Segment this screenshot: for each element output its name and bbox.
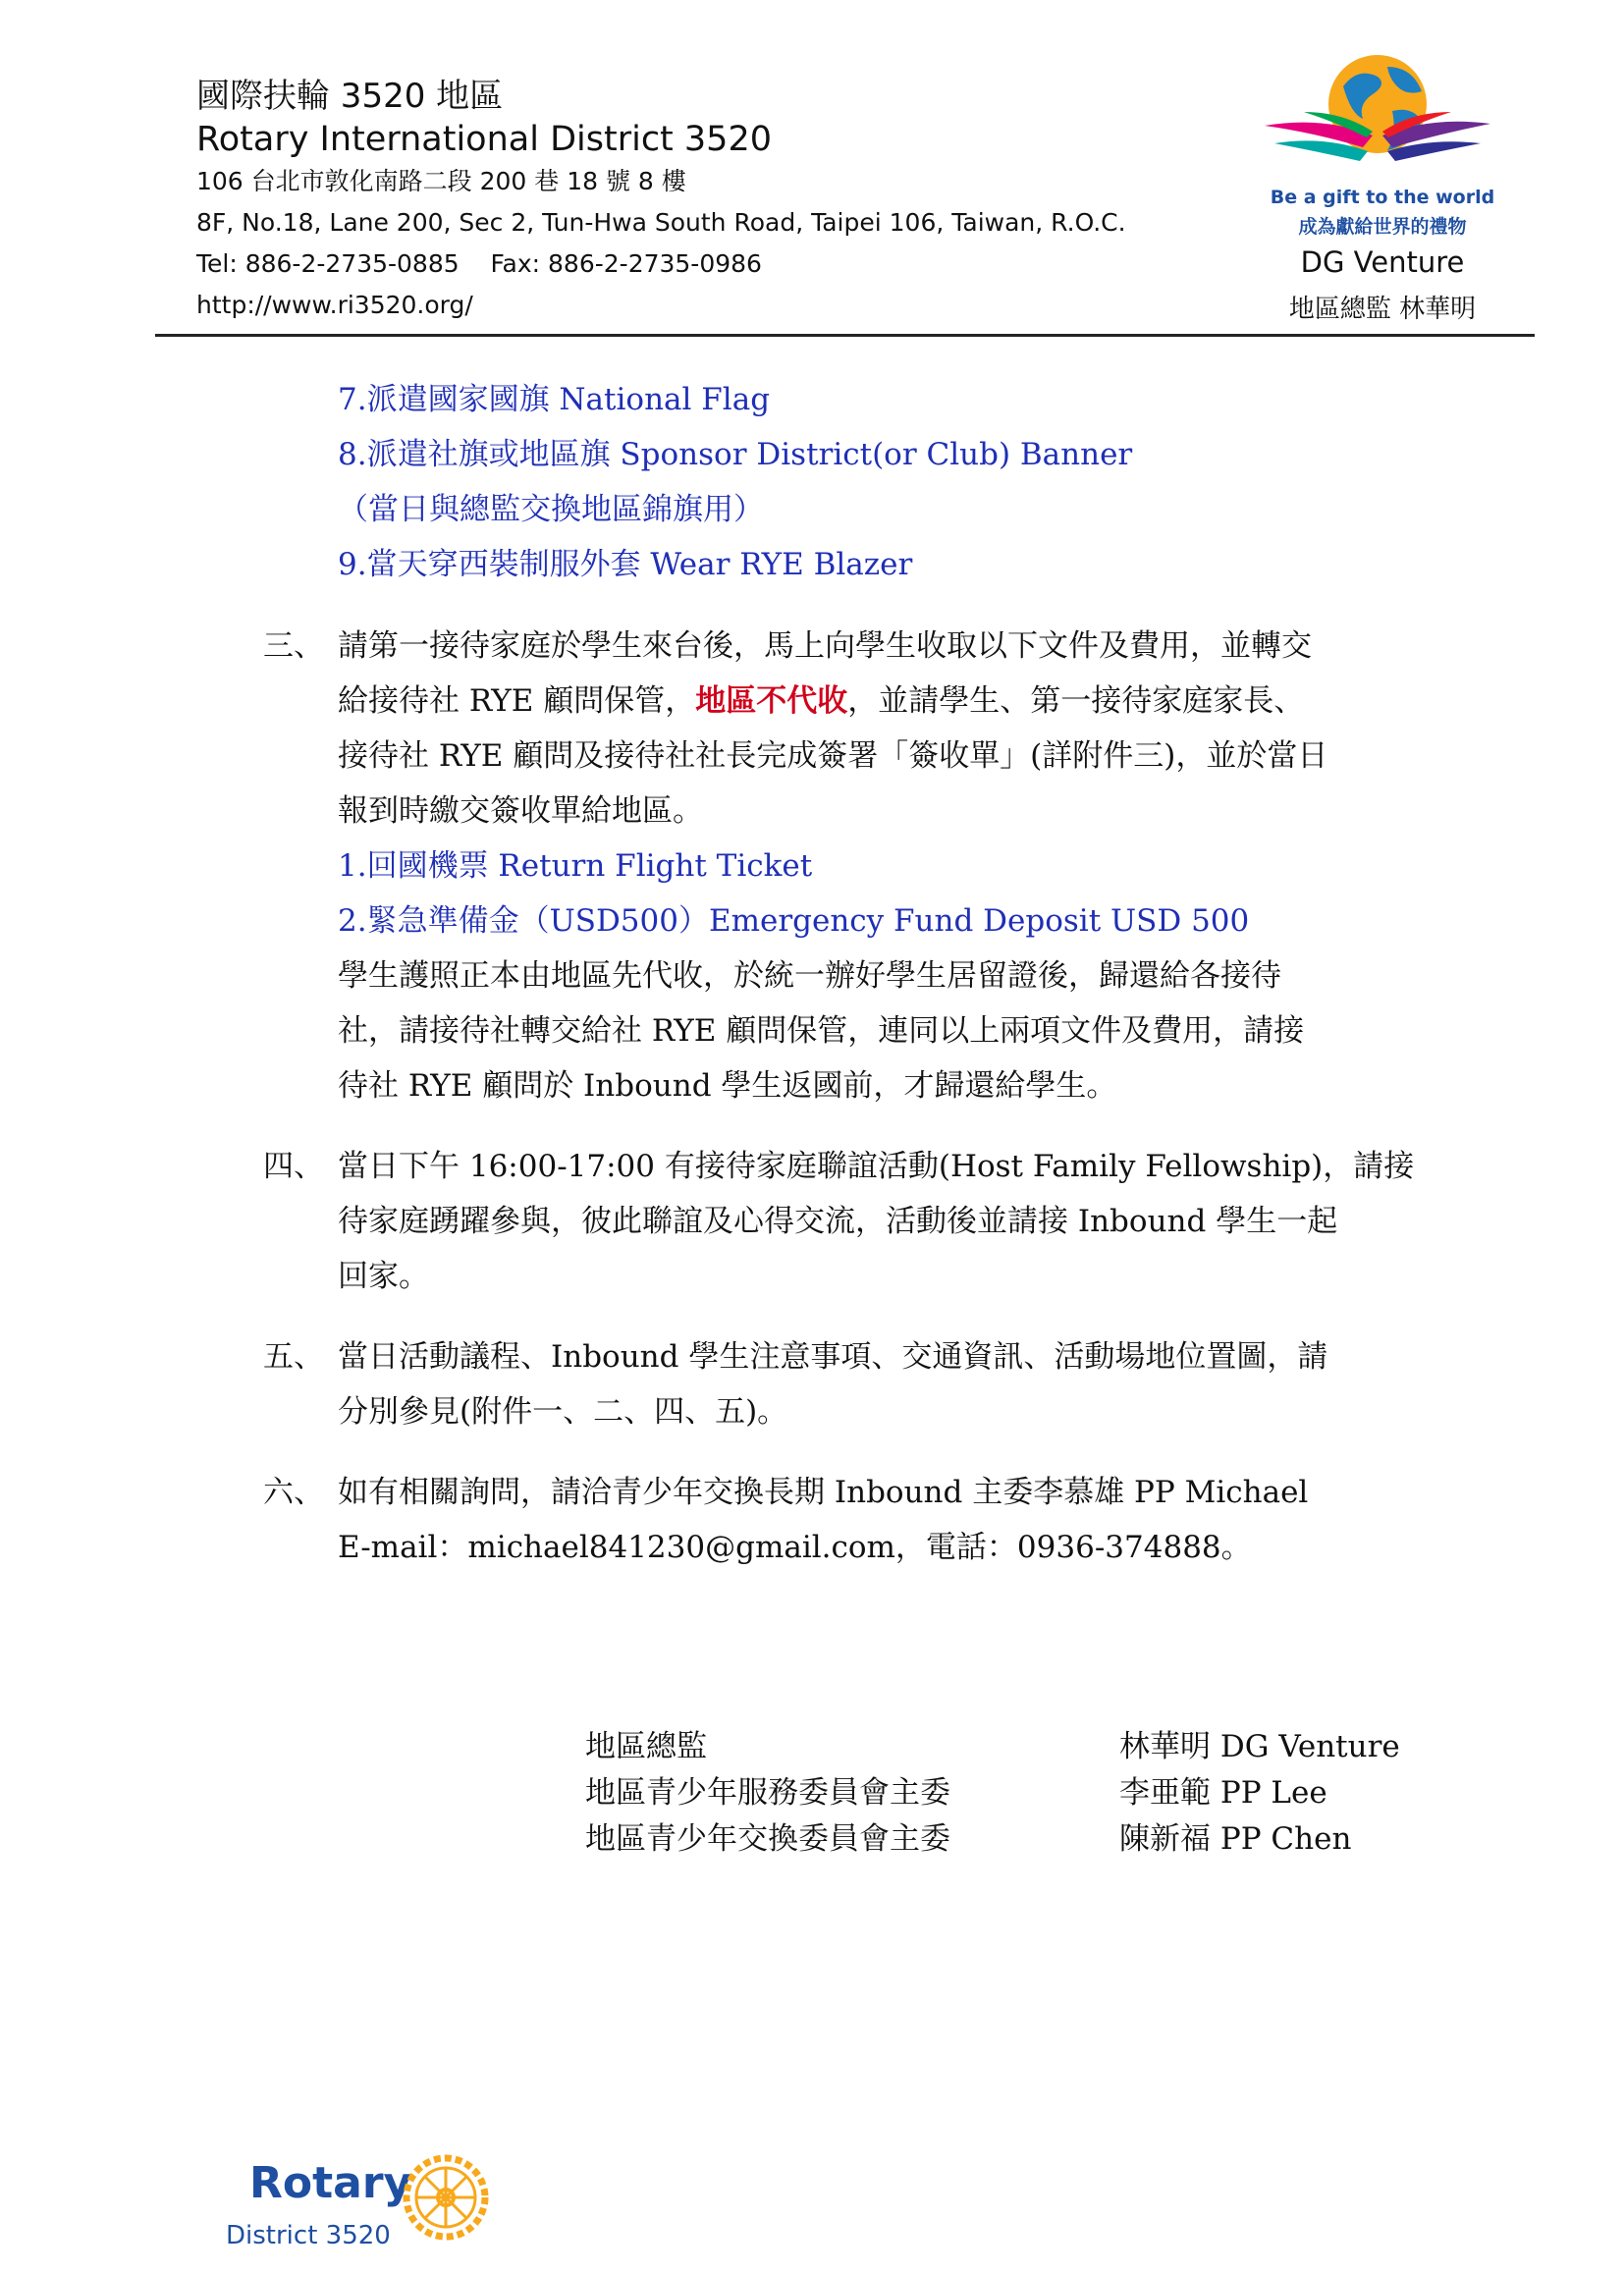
list-item: 8.派遣社旗或地區旗 Sponsor District(or Club) Banner <box>338 437 1133 472</box>
paragraph-line: 社，請接待社轉交給社 RYE 顧問保管，連同以上兩項文件及費用，請接 <box>338 1013 1305 1049</box>
paragraph-line: 分別參見(附件一、二、四、五)。 <box>338 1394 788 1430</box>
signer-title: 地區青少年服務委員會主委 <box>585 1775 950 1811</box>
signer-title: 地區總監 <box>585 1729 707 1764</box>
signer-name: 李亜範 PP Lee <box>1119 1775 1327 1811</box>
governor-name-en: DG Venture <box>1300 245 1465 279</box>
paragraph-line: 待社 RYE 顧問於 Inbound 學生返國前，才歸還給學生。 <box>338 1068 1117 1104</box>
theme-tagline-en: Be a gift to the world <box>1270 187 1495 208</box>
signer-name: 林華明 DG Venture <box>1119 1729 1400 1764</box>
org-title-zh: 國際扶輪 3520 地區 <box>196 77 504 116</box>
header-divider <box>155 334 1535 337</box>
paragraph-line: 如有相關詢問，請洽青少年交換長期 Inbound 主委李慕雄 PP Michael <box>338 1475 1309 1510</box>
signer-name: 陳新福 PP Chen <box>1119 1821 1352 1857</box>
paragraph-line: 當日活動議程、Inbound 學生注意事項、交通資訊、活動場地位置圖，請 <box>338 1339 1328 1375</box>
paragraph-line: 回家。 <box>338 1259 429 1294</box>
globe-gift-icon <box>1245 37 1510 194</box>
paragraph-line: 學生護照正本由地區先代收，於統一辦好學生居留證後，歸還給各接待 <box>338 958 1281 994</box>
section-number: 五、 <box>263 1339 324 1375</box>
contact-line: E-mail：michael841230@gmail.com，電話：0936-374888。 <box>338 1530 1252 1565</box>
section-number: 四、 <box>263 1149 324 1184</box>
signer-title: 地區青少年交換委員會主委 <box>585 1821 950 1857</box>
rotary-wheel-icon <box>399 2150 493 2245</box>
fax-number: Fax: 886-2-2735-0986 <box>490 249 762 278</box>
list-item: 7.派遣國家國旗 National Flag <box>338 382 771 417</box>
address-zh: 106 台北市敦化南路二段 200 巷 18 號 8 樓 <box>196 167 686 195</box>
letterhead <box>196 75 1126 326</box>
list-item: （當日與總監交換地區錦旗用） <box>338 492 764 527</box>
highlight-text: 地區不代收 <box>695 683 848 719</box>
contact-line <box>196 244 1126 285</box>
paragraph-line: 待家庭踴躍參與，彼此聯誼及心得交流，活動後並請接 Inbound 學生一起 <box>338 1204 1338 1239</box>
theme-tagline-zh: 成為獻給世界的禮物 <box>1298 216 1467 238</box>
governor-name-zh: 地區總監 林華明 <box>1288 295 1477 324</box>
org-title-en: Rotary International District 3520 <box>196 120 772 159</box>
rotary-wordmark: Rotary <box>249 2158 412 2208</box>
paragraph-line: 報到時繳交簽收單給地區。 <box>338 793 703 829</box>
paragraph-line: 給接待社 RYE 顧問保管，地區不代收，並請學生、第一接待家庭家長、 <box>338 683 1305 719</box>
paragraph-line: 接待社 RYE 顧問及接待社社長完成簽署「簽收單」(詳附件三)，並於當日 <box>338 738 1328 774</box>
tel-number: Tel: 886-2-2735-0885 <box>196 249 460 278</box>
list-item: 9.當天穿西裝制服外套 Wear RYE Blazer <box>338 547 913 582</box>
paragraph-line: 請第一接待家庭於學生來台後，馬上向學生收取以下文件及費用，並轉交 <box>338 628 1312 664</box>
footer-district-label: District 3520 <box>226 2221 391 2250</box>
list-item: 2.緊急準備金（USD500）Emergency Fund Deposit USD 500 <box>338 903 1250 939</box>
section-number: 六、 <box>263 1475 324 1510</box>
theme-logo <box>1245 37 1510 332</box>
paragraph-line: 當日下午 16:00-17:00 有接待家庭聯誼活動(Host Family Fellowship)，請接 <box>338 1149 1415 1184</box>
address-en: 8F, No.18, Lane 200, Sec 2, Tun-Hwa South Road, Taipei 106, Taiwan, R.O.C. <box>196 208 1126 237</box>
list-item: 1.回國機票 Return Flight Ticket <box>338 848 813 884</box>
section-number: 三、 <box>263 628 324 664</box>
website-link[interactable]: http://www.ri3520.org/ <box>196 291 473 319</box>
